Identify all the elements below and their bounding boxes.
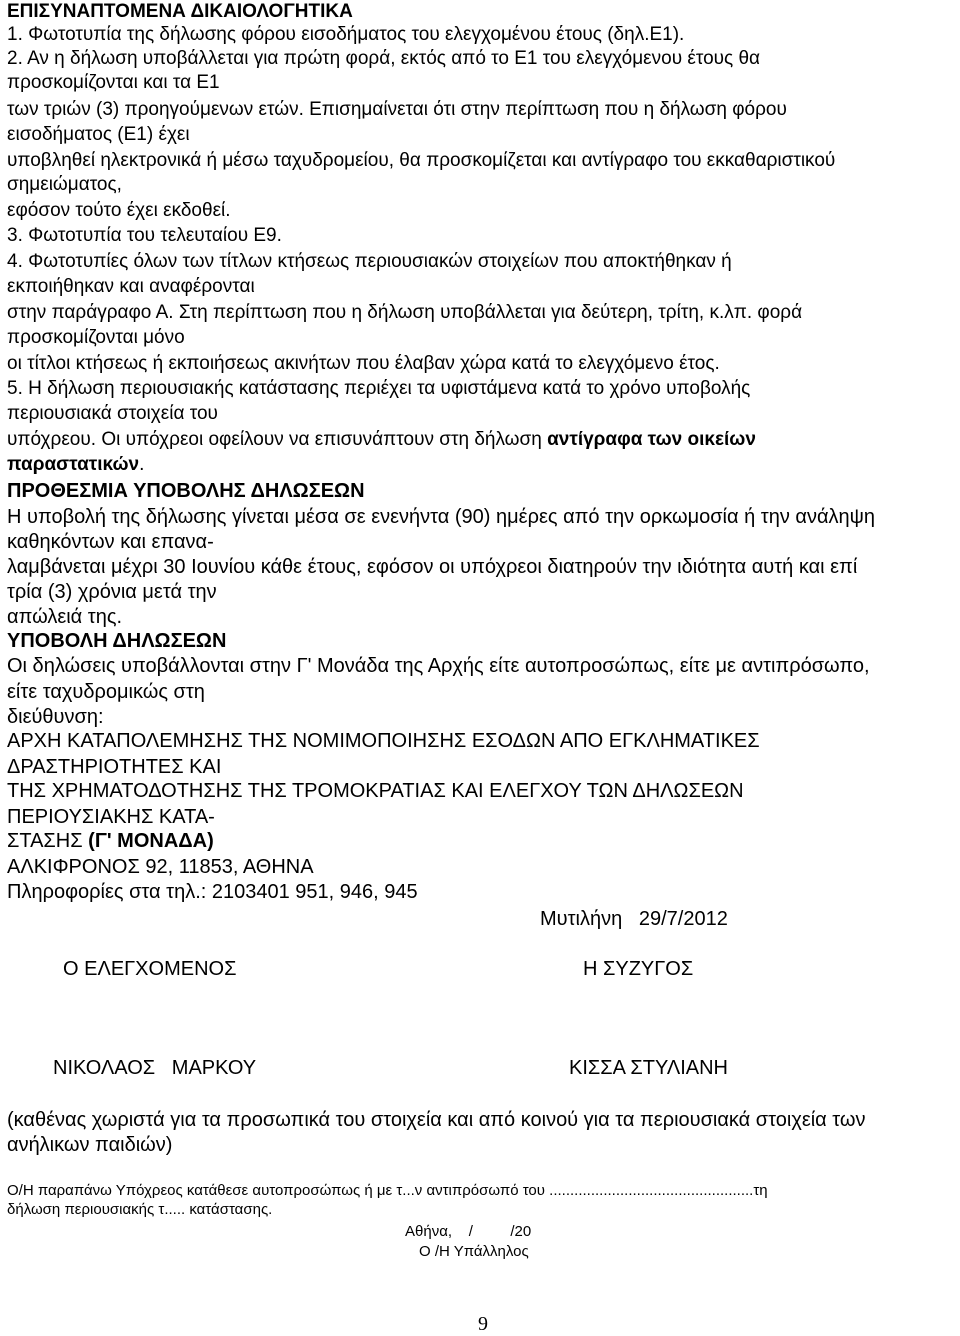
- phones: Πληροφορίες στα τηλ.: 2103401 951, 946, 945: [7, 881, 418, 903]
- sig-left-name: ΝΙΚΟΛΑΟΣ ΜΑΡΚΟΥ: [53, 1057, 257, 1079]
- text-line: ΠΕΡΙΟΥΣΙΑΚΗΣ ΚΑΤΑ-: [7, 806, 215, 828]
- page-number: 9: [478, 1313, 488, 1335]
- text-span: .: [139, 454, 145, 475]
- text-line: 4. Φωτοτυπίες όλων των τίτλων κτήσεως περιουσιακών στοιχείων που αποκτήθηκαν ή: [7, 251, 732, 272]
- text-line: (καθένας χωριστά για τα προσωπικά του στοιχεία και από κοινού για τα περιουσιακά στοιχεία των: [7, 1109, 866, 1131]
- text-line: καθηκόντων και επανα-: [7, 531, 214, 553]
- text-line: διεύθυνση:: [7, 706, 104, 728]
- text-line: ΔΡΑΣΤΗΡΙΟΤΗΤΕΣ ΚΑΙ: [7, 756, 222, 778]
- text-span: υπόχρεου. Οι υπόχρεοι οφείλουν να επισυνάπτουν στη δήλωση: [7, 429, 548, 450]
- text-line: [7, 429, 756, 451]
- text-line: είτε ταχυδρομικώς στη: [7, 681, 205, 703]
- text-line: [7, 830, 214, 852]
- text-line: προσκομίζονται μόνο: [7, 327, 185, 348]
- text-line: οι τίτλοι κτήσεως ή εκποιήσεως ακινήτων που έλαβαν χώρα κατά το ελεγχόμενο έτος.: [7, 353, 720, 374]
- text-line: εισοδήματος (Ε1) έχει: [7, 124, 190, 145]
- text-line: των τριών (3) προηγούμενων ετών. Επισημαίνεται ότι στην περίπτωση που η δήλωση φόρου: [7, 99, 787, 120]
- text-line: υποβληθεί ηλεκτρονικά ή μέσω ταχυδρομείου, θα προσκομίζεται και αντίγραφο του εκκαθαριστικού: [7, 150, 836, 171]
- text-line: 1. Φωτοτυπία της δήλωσης φόρου εισοδήματος του ελεγχομένου έτους (δηλ.Ε1).: [7, 24, 685, 45]
- bold-span: αντίγραφα των οικείων: [547, 429, 756, 450]
- receipt-line: Ο/Η παραπάνω Υπόχρεος κατάθεσε αυτοπροσώπως ή με τ...ν αντιπρόσωπό του .................................................τη: [7, 1182, 768, 1199]
- text-line: ανήλικων παιδιών): [7, 1134, 173, 1156]
- receipt-place: Αθήνα, / /20: [405, 1223, 532, 1240]
- text-line: απώλειά της.: [7, 606, 123, 628]
- sig-right-name: ΚΙΣΣΑ ΣΤΥΛΙΑΝΗ: [569, 1057, 728, 1079]
- text-line: Οι δηλώσεις υποβάλλονται στην Γ' Μονάδα της Αρχής είτε αυτοπροσώπως, είτε με αντιπρόσωπο,: [7, 655, 870, 677]
- sig-left-label: Ο ΕΛΕΓΧΟΜΕΝΟΣ: [63, 958, 237, 980]
- text-line: λαμβάνεται μέχρι 30 Ιουνίου κάθε έτους, εφόσον οι υπόχρεοι διατηρούν την ιδιότητα αυτή και επί: [7, 556, 858, 578]
- text-line: τρία (3) χρόνια μετά την: [7, 581, 217, 603]
- submission-heading: ΥΠΟΒΟΛΗ ΔΗΛΩΣΕΩΝ: [7, 630, 227, 652]
- text-line: Η υποβολή της δήλωσης γίνεται μέσα σε ενενήντα (90) ημέρες από την ορκωμοσία ή την ανάληψη: [7, 506, 876, 528]
- text-line: ΑΡΧΗ ΚΑΤΑΠΟΛΕΜΗΣΗΣ ΤΗΣ ΝΟΜΙΜΟΠΟΙΗΣΗΣ ΕΣΟΔΩΝ ΑΠΟ ΕΓΚΛΗΜΑΤΙΚΕΣ: [7, 730, 760, 752]
- text-line: [7, 454, 144, 476]
- text-line: σημειώματος,: [7, 174, 122, 195]
- text-line: περιουσιακά στοιχεία του: [7, 403, 218, 424]
- text-line: στην παράγραφο Α. Στη περίπτωση που η δήλωση υποβάλλεται για δεύτερη, τρίτη, κ.λπ. φορά: [7, 302, 803, 323]
- bold-span: παραστατικών: [7, 454, 140, 475]
- receipt-line: δήλωση περιουσιακής τ..... κατάστασης.: [7, 1201, 273, 1218]
- deadline-heading: ΠΡΟΘΕΣΜΙΑ ΥΠΟΒΟΛΗΣ ΔΗΛΩΣΕΩΝ: [7, 480, 365, 502]
- text-line: 2. Αν η δήλωση υποβάλλεται για πρώτη φορά, εκτός από το Ε1 του ελεγχόμενου έτους θα: [7, 48, 761, 69]
- receipt-officer: Ο /Η Υπάλληλος: [419, 1243, 529, 1260]
- bold-span: (Γ' ΜΟΝΑΔΑ): [88, 830, 214, 852]
- text-line: προσκομίζονται και τα Ε1: [7, 72, 220, 93]
- text-line: ΤΗΣ ΧΡΗΜΑΤΟΔΟΤΗΣΗΣ ΤΗΣ ΤΡΟΜΟΚΡΑΤΙΑΣ ΚΑΙ ΕΛΕΓΧΟΥ ΤΩΝ ΔΗΛΩΣΕΩΝ: [7, 780, 744, 802]
- text-line: εφόσον τούτο έχει εκδοθεί.: [7, 200, 231, 221]
- attachments-heading: ΕΠΙΣΥΝΑΠΤΟΜΕΝΑ ΔΙΚΑΙΟΛΟΓΗΤΙΚΑ: [7, 1, 353, 22]
- text-span: ΣΤΑΣΗΣ: [7, 830, 89, 852]
- address: ΑΛΚΙΦΡΟΝΟΣ 92, 11853, ΑΘΗΝΑ: [7, 856, 314, 878]
- text-line: εκποιήθηκαν και αναφέρονται: [7, 276, 255, 297]
- text-line: 5. Η δήλωση περιουσιακής κατάστασης περιέχει τα υφιστάμενα κατά το χρόνο υποβολής: [7, 378, 751, 399]
- place-date: Μυτιλήνη 29/7/2012: [540, 908, 728, 930]
- text-line: 3. Φωτοτυπία του τελευταίου Ε9.: [7, 225, 282, 246]
- sig-right-label: Η ΣΥΖΥΓΟΣ: [583, 958, 694, 980]
